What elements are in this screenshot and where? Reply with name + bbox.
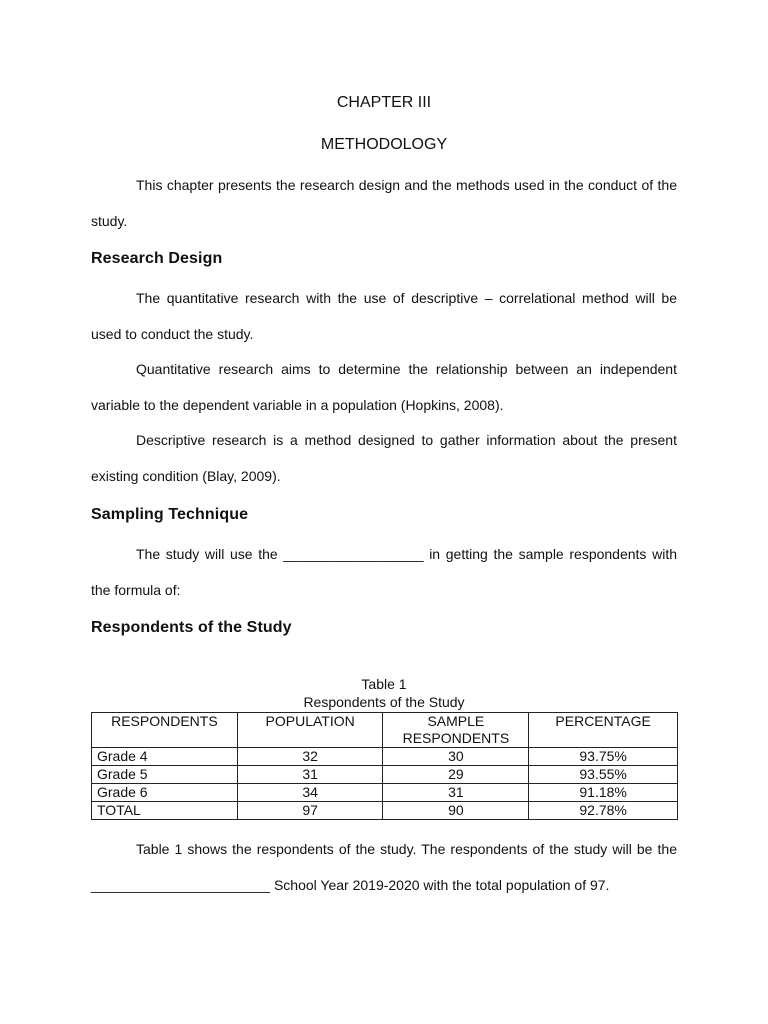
cell-sample: 30 (383, 748, 529, 766)
cell-population: 32 (237, 748, 383, 766)
header-sample-respondents: SAMPLE RESPONDENTS (383, 713, 529, 748)
research-design-paragraph-3: Descriptive research is a method designed to gather information about the present existing condition (Blay, 2009). (91, 432, 677, 484)
cell-percentage: 92.78% (529, 802, 678, 820)
section-heading-research-design: Research Design (91, 250, 223, 267)
cell-respondent: Grade 4 (92, 748, 238, 766)
header-population: POPULATION (237, 713, 383, 748)
cell-population: 97 (237, 802, 383, 820)
cell-sample: 90 (383, 802, 529, 820)
cell-percentage: 91.18% (529, 784, 678, 802)
table-description-paragraph: Table 1 shows the respondents of the study. The respondents of the study will be the _______________________ School Year 2019-2020 with the total population of 97. (91, 841, 677, 893)
cell-sample: 31 (383, 784, 529, 802)
table-row (92, 748, 678, 766)
intro-paragraph: This chapter presents the research design and the methods used in the conduct of the study. (91, 177, 677, 229)
table-row (92, 784, 678, 802)
section-heading-sampling-technique: Sampling Technique (91, 506, 249, 523)
sampling-paragraph: The study will use the __________________ in getting the sample respondents with the formula of: (91, 546, 677, 598)
table-row (92, 766, 678, 784)
research-design-paragraph-2: Quantitative research aims to determine the relationship between an independent variable to the dependent variable in a population (Hopkins, 2008). (91, 361, 677, 413)
cell-population: 34 (237, 784, 383, 802)
table-header-row (92, 713, 678, 748)
cell-percentage: 93.55% (529, 766, 678, 784)
respondents-table (91, 712, 678, 820)
cell-sample: 29 (383, 766, 529, 784)
cell-respondent: Grade 5 (92, 766, 238, 784)
table-row-total (92, 802, 678, 820)
cell-population: 31 (237, 766, 383, 784)
chapter-title: METHODOLOGY (320, 136, 448, 153)
section-heading-respondents: Respondents of the Study (91, 619, 292, 636)
table-title: Respondents of the Study (303, 694, 465, 710)
header-respondents: RESPONDENTS (92, 713, 238, 748)
cell-respondent: Grade 6 (92, 784, 238, 802)
header-percentage: PERCENTAGE (529, 713, 678, 748)
cell-respondent: TOTAL (92, 802, 238, 820)
cell-percentage: 93.75% (529, 748, 678, 766)
research-design-paragraph-1: The quantitative research with the use of descriptive – correlational method will be used to conduct the study. (91, 290, 677, 342)
table-number: Table 1 (361, 676, 407, 692)
chapter-number: CHAPTER III (336, 94, 432, 111)
